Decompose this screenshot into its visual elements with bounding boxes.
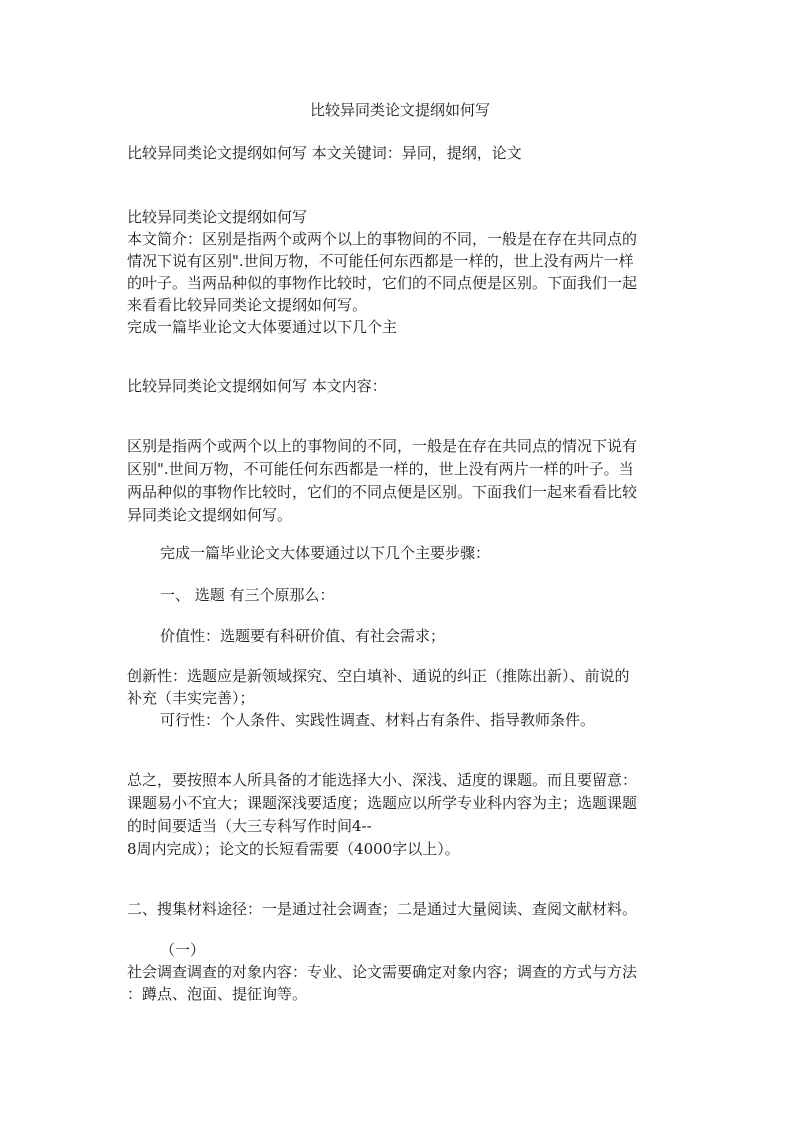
- intro-line: 来看看比较异同类论文提纲如何写。: [127, 296, 368, 314]
- feasibility-criterion: 可行性：个人条件、实践性调查、材料占有条件、指导教师条件。: [160, 711, 596, 729]
- summary-line: 的时间要适当（大三专科写作时间4--: [127, 817, 372, 835]
- innovation-criterion: 创新性：选题应是新领域探究、空白填补、通说的纠正（推陈出新）、前说的: [127, 667, 630, 685]
- survey-line: 社会调查调查的对象内容：专业、论文需要确定对象内容；调查的方式与方法: [127, 963, 638, 981]
- summary-line: 课题易小不宜大；课题深浅要适度；选题应以所学专业科内容为主；选题课题: [127, 794, 638, 812]
- body-line: 区别是指两个或两个以上的事物间的不同，一般是在存在共同点的情况下说有: [127, 437, 638, 455]
- step-two: 二、搜集材料途径：一是通过社会调查；二是通过大量阅读、查阅文献材料。: [127, 900, 638, 918]
- keywords-line: 比较异同类论文提纲如何写 本文关键词：异同，提纲，论文: [127, 144, 522, 162]
- innovation-criterion: 补充（丰实完善）；: [127, 689, 255, 707]
- intro-line: 情况下说有区别".世间万物，不可能任何东西都是一样的，世上没有两片一样: [127, 252, 634, 270]
- steps-intro: 完成一篇毕业论文大体要通过以下几个主要步骤：: [160, 544, 491, 562]
- survey-line: ：蹲点、泡面、提征询等。: [127, 985, 308, 1003]
- step-one: 一、 选题 有三个原那么：: [160, 586, 335, 604]
- intro-line: 的叶子。当两品种似的事物作比较时，它们的不同点便是区别。下面我们一起: [127, 274, 638, 292]
- summary-line: 8周内完成）；论文的长短看需要（4000字以上）。: [127, 840, 460, 858]
- intro-heading: 比较异同类论文提纲如何写: [127, 208, 308, 226]
- summary-line: 总之，要按照本人所具备的才能选择大小、深浅、适度的课题。而且要留意：: [127, 771, 638, 789]
- body-line: 区别".世间万物，不可能任何东西都是一样的，世上没有两片一样的叶子。当: [127, 460, 634, 478]
- value-criterion: 价值性：选题要有科研价值、有社会需求；: [160, 627, 446, 645]
- body-line: 两品种似的事物作比较时，它们的不同点便是区别。下面我们一起来看看比较: [127, 483, 638, 501]
- intro-line: 本文简介：区别是指两个或两个以上的事物间的不同，一般是在存在共同点的: [127, 230, 638, 248]
- body-line: 异同类论文提纲如何写。: [127, 506, 293, 524]
- intro-line: 完成一篇毕业论文大体要通过以下几个主: [127, 318, 398, 336]
- page-title: 比较异同类论文提纲如何写: [309, 101, 490, 119]
- subsection-one: （一）: [160, 941, 206, 959]
- content-heading: 比较异同类论文提纲如何写 本文内容：: [127, 377, 387, 395]
